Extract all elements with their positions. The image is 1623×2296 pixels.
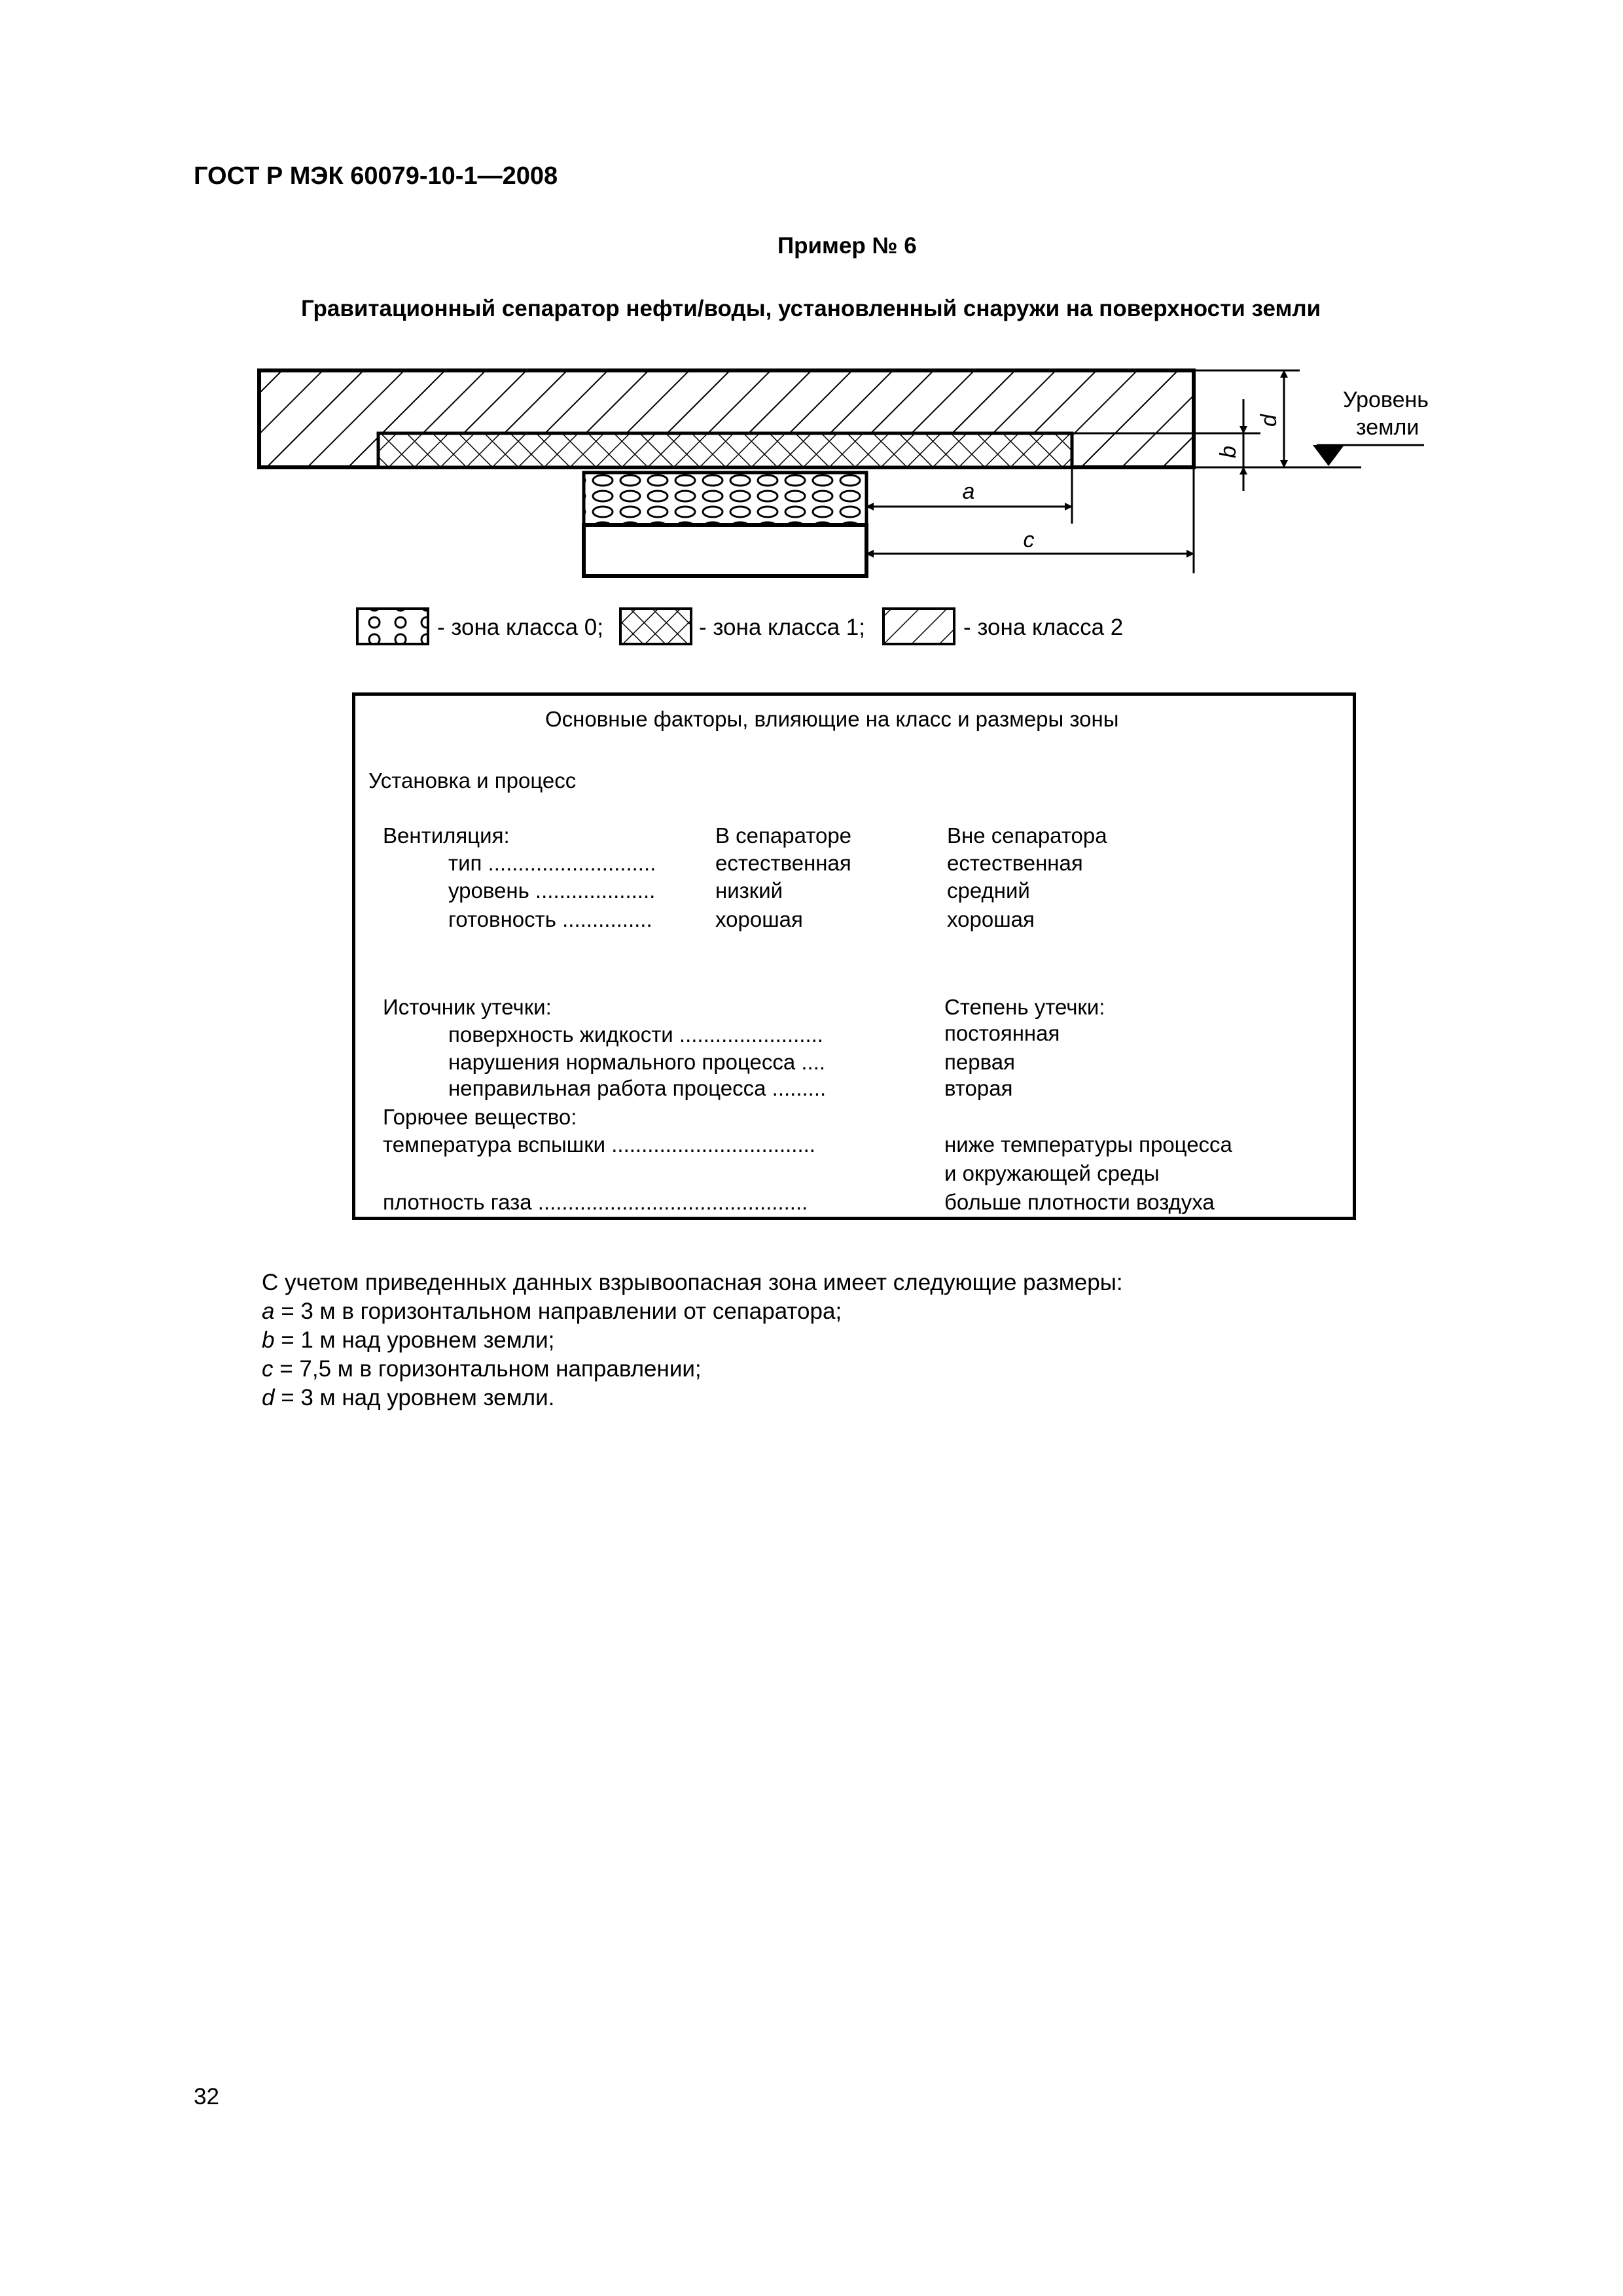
dim-a-label: a [962, 479, 975, 504]
legend-zone0-swatch [357, 609, 428, 644]
ground-level-label-1: Уровень [1343, 387, 1429, 412]
grade-3: вторая [944, 1076, 1013, 1100]
conclusion [262, 1268, 1123, 1412]
level-label: уровень .................... [448, 878, 656, 903]
page-number: 32 [194, 2084, 219, 2109]
legend-zone2-swatch [883, 609, 954, 644]
conclusion-a: a = 3 м в горизонтальном направлении от сепаратора; [262, 1299, 842, 1324]
source-3: неправильная работа процесса ......... [448, 1076, 827, 1100]
level-in: низкий [715, 878, 783, 903]
dim-c-label: c [1023, 528, 1035, 552]
ventilation-label: Вентиляция: [383, 823, 510, 848]
separator-tank [584, 525, 866, 576]
figure-title: Гравитационный сепаратор нефти/воды, установленный снаружи на поверхности земли [301, 296, 1321, 321]
availability-out: хорошая [947, 907, 1035, 931]
level-out: средний [947, 878, 1030, 903]
factors-title: Основные факторы, влияющие на класс и размеры зоны [545, 707, 1119, 731]
document-header: ГОСТ Р МЭК 60079-10-1—2008 [194, 162, 558, 190]
grade-2: первая [944, 1050, 1015, 1074]
zone0-area [584, 473, 866, 525]
ground-level-label-2: земли [1356, 415, 1419, 440]
source-2: нарушения нормального процесса .... [448, 1050, 826, 1074]
gas-density-value: больше плотности воздуха [944, 1190, 1215, 1214]
flash-point-label: температура вспышки .................................. [383, 1132, 815, 1157]
col-in-separator: В сепараторе [715, 823, 852, 848]
conclusion-intro: С учетом приведенных данных взрывоопасная зона имеет следующие размеры: [262, 1270, 1123, 1295]
source-1: поверхность жидкости ........................ [448, 1022, 823, 1047]
dim-b-label: b [1216, 446, 1241, 458]
dim-d-label: d [1257, 414, 1281, 427]
conclusion-c: c = 7,5 м в горизонтальном направлении; [262, 1356, 702, 1382]
legend-zone1-swatch [620, 609, 691, 644]
type-label: тип ............................ [448, 851, 656, 875]
legend-zone2-label: - зона класса 2 [963, 615, 1124, 640]
substance-label: Горючее вещество: [383, 1105, 577, 1129]
grade-1: постоянная [944, 1021, 1060, 1045]
availability-in: хорошая [715, 907, 803, 931]
grade-label: Степень утечки: [944, 995, 1105, 1019]
flash-point-value-2: и окружающей среды [944, 1161, 1160, 1185]
legend-zone0-label: - зона класса 0; [437, 615, 603, 640]
gas-density-label: плотность газа ............................................. [383, 1190, 808, 1214]
conclusion-d: d = 3 м над уровнем земли. [262, 1385, 555, 1410]
factors-table [352, 692, 1356, 1220]
ground-level-icon [1313, 445, 1344, 466]
availability-label: готовность ............... [448, 907, 652, 931]
example-number: Пример № 6 [777, 233, 917, 259]
zone-diagram [0, 0, 1623, 661]
col-out-separator: Вне сепаратора [947, 823, 1107, 848]
type-in: естественная [715, 851, 851, 875]
factors-section: Установка и процесс [368, 768, 577, 793]
type-out: естественная [947, 851, 1083, 875]
flash-point-value-1: ниже температуры процесса [944, 1132, 1232, 1157]
legend-zone1-label: - зона класса 1; [699, 615, 865, 640]
source-label: Источник утечки: [383, 995, 552, 1019]
conclusion-b: b = 1 м над уровнем земли; [262, 1327, 555, 1353]
